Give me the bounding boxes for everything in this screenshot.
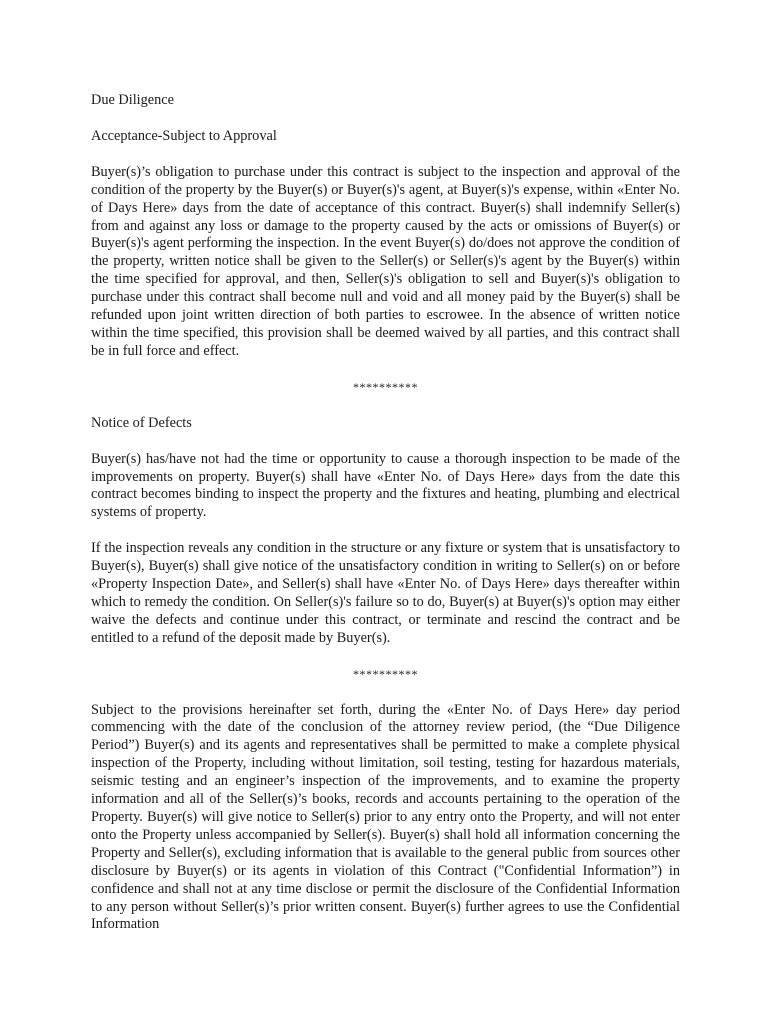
section-title-due-diligence: Due Diligence	[91, 92, 174, 108]
paragraph-inspection-opportunity: Buyer(s) has/have not had the time or opportunity to cause a thorough inspection to be made of the improvements on property. Buyer(s) shall have «Enter No. of Days Here» days from the date this contract becomes binding to inspect the property and the fixtures and heating, plumbing and electrical systems of property.	[91, 450, 680, 521]
section-separator: **********	[353, 666, 418, 681]
section-subtitle-acceptance: Acceptance-Subject to Approval	[91, 127, 277, 144]
paragraph-unsatisfactory-condition: If the inspection reveals any condition in the structure or any fixture or system that is unsatisfactory to Buyer(s), Buyer(s) shall give notice of the unsatisfactory condition in writing to Seller(s) on or before «Property Inspection Date», and Seller(s) shall have «Enter No. of Days Here» days thereafter within which to remedy the condition. On Seller(s)'s failure so to do, Buyer(s) at Buyer(s)'s option may either waive the defects and continue under this contract, or terminate and rescind the contract and be entitled to a refund of the deposit made by Buyer(s).	[91, 540, 680, 646]
paragraph-inspection-approval: Buyer(s)’s obligation to purchase under this contract is subject to the inspection and approval of the condition of the property by the Buyer(s) or Buyer(s)'s agent, at Buyer(s)'s expense, within «Enter No. of Days Here» days from the date of acceptance of this contract. Buyer(s) shall indemnify Seller(s) from and against any loss or damage to the property caused by the acts or omissions of Buyer(s) or Buyer(s)'s agent performing the inspection. In the event Buyer(s) do/does not approve the condition of the property, written notice shall be given to the Seller(s) or Seller(s)'s agent by the Buyer(s) within the time specified for approval, and then, Seller(s)'s obligation to sell and Buyer(s)'s obligation to purchase under this contract shall become null and void and all money paid by the Buyer(s) shall be refunded upon joint written direction of both parties to escrowee. In the absence of written notice within the time specified, this provision shall be deemed waived by all parties, and this contract shall be in full force and effect.	[91, 163, 680, 359]
section-title-notice-of-defects: Notice of Defects	[91, 414, 192, 431]
paragraph-due-diligence-period: Subject to the provisions hereinafter set forth, during the «Enter No. of Days Here» day period commencing with the date of the conclusion of the attorney review period, (the “Due Diligence Period”) Buyer(s) and its agents and representatives shall be permitted to make a complete physical inspection of the Property, including without limitation, soil testing, testing for hazardous materials, seismic testing and an engineer’s inspection of the improvements, and to examine the property information and all of the Seller(s)’s books, records and accounts pertaining to the operation of the Property. Buyer(s) will give notice to Seller(s) prior to any entry onto the Property, and will not enter onto the Property unless accompanied by Seller(s). Buyer(s) shall hold all information concerning the Property and Seller(s), excluding information that is available to the general public from sources other disclosure by Buyer(s) or its agents in violation of this Contract ("Confidential Information”) in confidence and shall not at any time disclose or permit the disclosure of the Confidential Information to any person without Seller(s)’s prior written consent. Buyer(s) further agrees to use the Confidential Information	[91, 701, 680, 933]
section-separator: **********	[353, 379, 418, 394]
document-page	[91, 92, 680, 952]
